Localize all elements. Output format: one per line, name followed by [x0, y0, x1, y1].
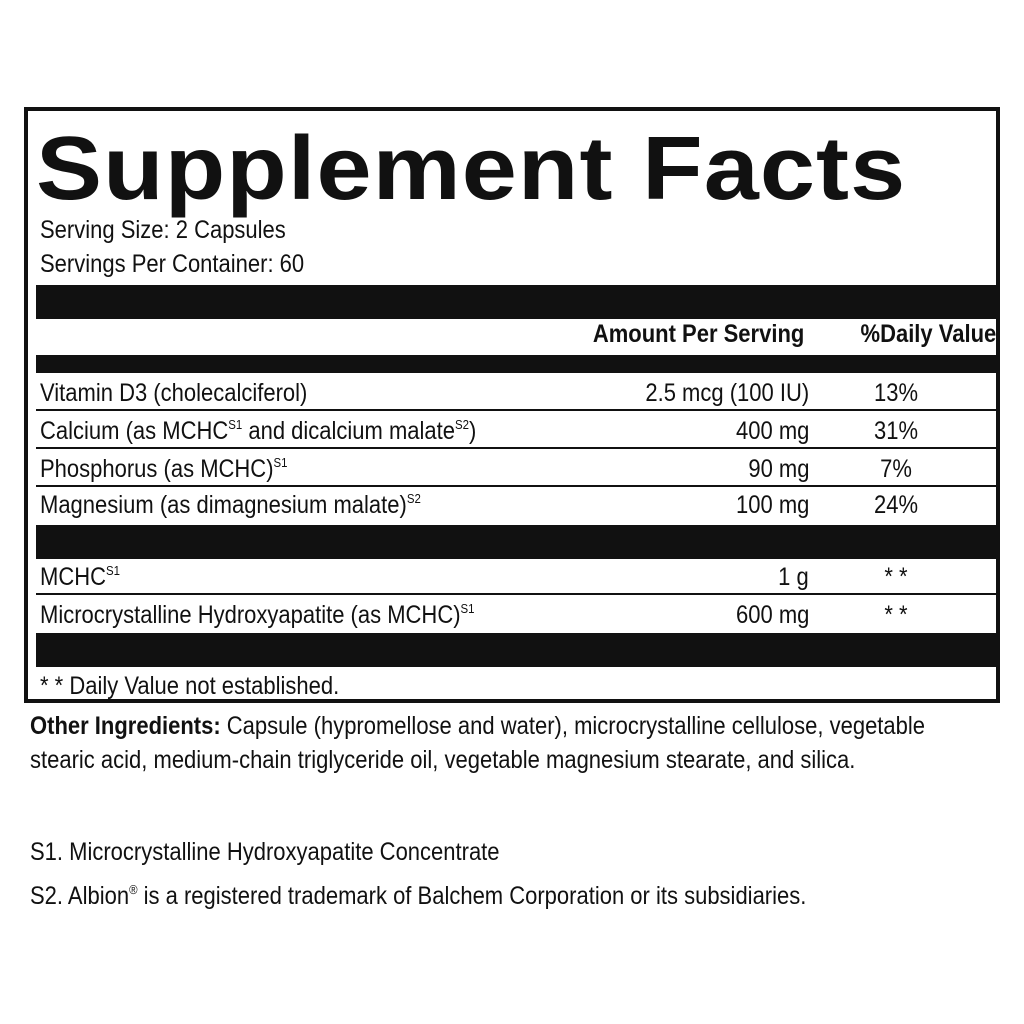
nutrient-amount: 100 mg [735, 491, 809, 519]
ingredient-dv: * * [884, 563, 908, 591]
servings-per-container: Servings Per Container: 60 [40, 250, 305, 278]
thick-divider [36, 525, 997, 559]
ingredient-amount: 600 mg [735, 601, 809, 629]
other-ingredient-row [36, 597, 997, 633]
other-ingredients-text: Capsule (hypromellose and water), microcrystalline cellulose, vegetable stearic acid, medium-chain triglyceride oil, vegetable magnesium stearate, and silica. [30, 712, 926, 774]
ingredient-amount: 1 g [778, 563, 809, 591]
footnote-marker: S1 [273, 455, 288, 470]
nutrient-dv: 13% [873, 379, 919, 407]
nutrient-amount: 2.5 mcg (100 IU) [645, 379, 809, 407]
nutrient-row [36, 487, 997, 523]
daily-value-header: %Daily Value [860, 320, 996, 348]
amount-per-serving-header: Amount Per Serving [592, 320, 804, 348]
nutrient-dv: 7% [880, 455, 912, 483]
nutrient-amount: 90 mg [747, 455, 809, 483]
nutrient-dv: 24% [873, 491, 919, 519]
footnote-marker: S2 [455, 417, 470, 432]
other-ingredient-row [36, 559, 997, 595]
nutrient-name: Phosphorus (as MCHC)$^{S1}$ [40, 455, 288, 483]
thick-divider [36, 633, 997, 667]
footnote-marker: S1 [106, 563, 120, 578]
nutrient-name: Magnesium (as dimagnesium malate)$^{S2}$ [40, 491, 421, 519]
supplement-facts-panel [24, 107, 1000, 703]
nutrient-dv: 31% [873, 417, 919, 445]
footnote-marker: S1 [228, 417, 243, 432]
nutrient-row [36, 413, 997, 449]
footnote-marker: S2 [406, 491, 421, 506]
other-ingredients [30, 709, 980, 777]
ingredient-name: Microcrystalline Hydroxyapatite (as MCHC)$^{S1}$ [40, 601, 475, 629]
other-ingredients-label: Other Ingredients: [30, 712, 221, 740]
nutrient-row [36, 375, 997, 411]
serving-size: Serving Size: 2 Capsules [40, 216, 286, 244]
daily-value-footnote: * * Daily Value not established. [40, 672, 340, 700]
nutrient-name: Calcium (as $MCHC^{S1}$ and dicalcium malate$^{S2}$) [40, 417, 477, 445]
registered-mark: ® [129, 882, 138, 897]
panel-title: Supplement Facts [36, 119, 907, 219]
ingredient-dv: * * [884, 601, 908, 629]
source-note-s2: S2. Albion® is a registered trademark of Balchem Corporation or its subsidiaries. [30, 882, 807, 910]
header-divider [36, 355, 997, 373]
nutrient-name: Vitamin D3 (cholecalciferol) [40, 379, 308, 407]
nutrient-row [36, 451, 997, 487]
footnote-marker: S1 [460, 601, 475, 616]
nutrient-amount: 400 mg [735, 417, 809, 445]
thick-divider [36, 285, 997, 319]
source-note-s1: S1. Microcrystalline Hydroxyapatite Concentrate [30, 838, 500, 866]
ingredient-name: $MCHC^{S1}$ [40, 563, 120, 591]
